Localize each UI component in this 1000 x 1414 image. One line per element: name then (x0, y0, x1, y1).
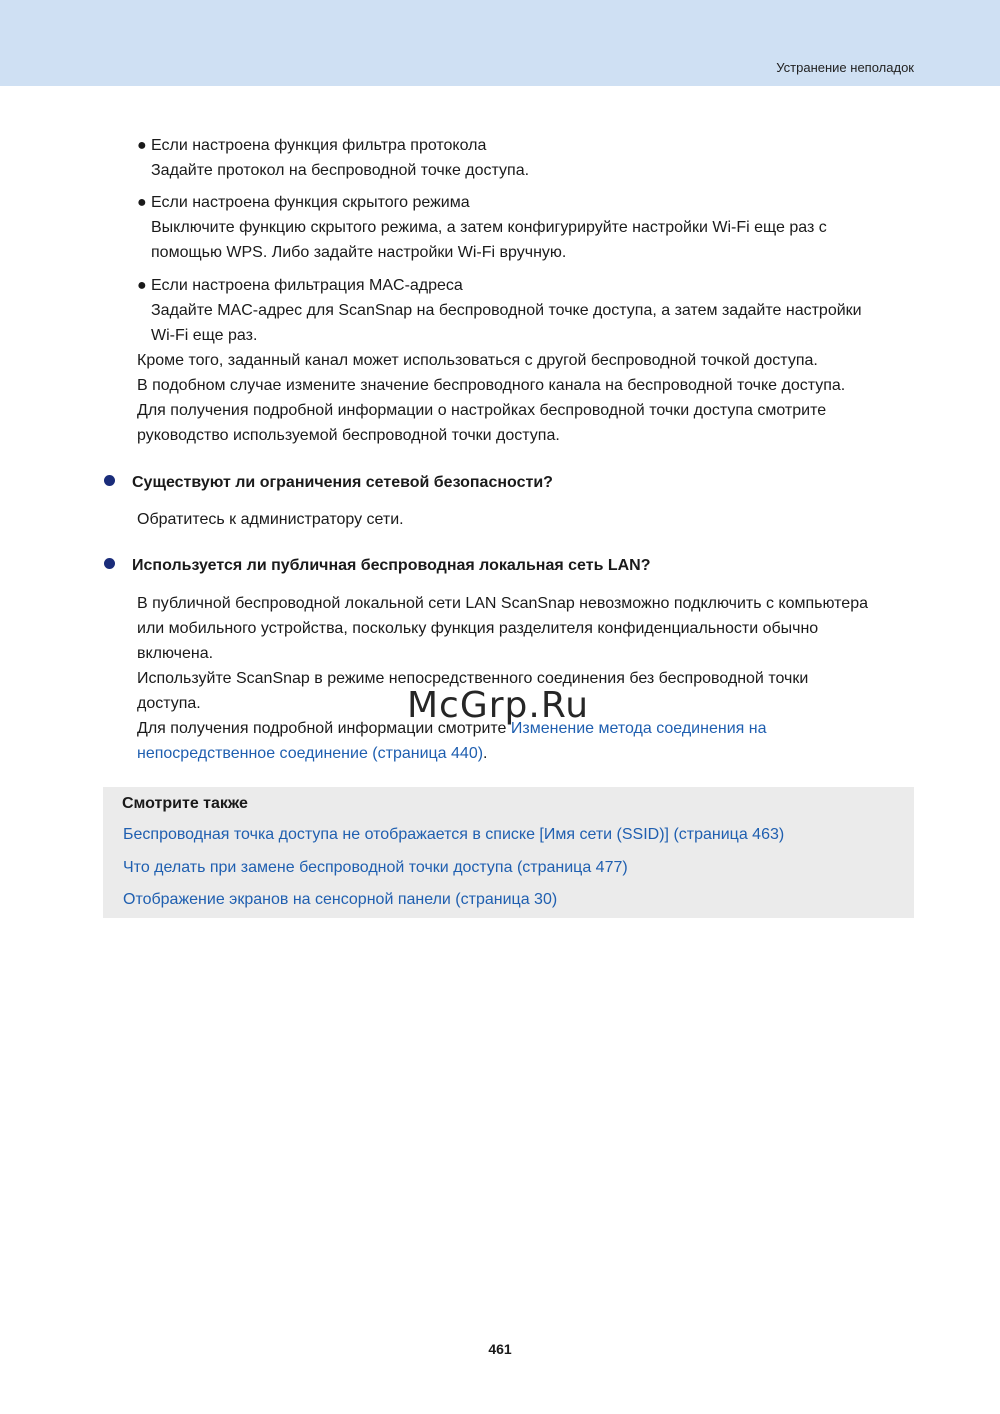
paragraph-text: . (483, 745, 488, 762)
paragraph-line: доступа. (137, 695, 201, 712)
paragraph-line (137, 741, 927, 766)
bullet-dot-icon: ● (137, 277, 147, 294)
see-also-link-ssid[interactable]: Беспроводная точка доступа не отображается в списке [Имя сети (SSID)] (страница 463) (123, 826, 785, 843)
heading-text: Используется ли публичная беспроводная локальная сеть LAN? (132, 557, 651, 574)
direct-connection-link-cont[interactable]: непосредственное соединение (страница 440) (137, 745, 484, 762)
header-title: Устранение неполадок (776, 60, 914, 75)
page-number: 461 (488, 1341, 512, 1357)
paragraph-line: руководство используемой беспроводной точки доступа. (137, 427, 560, 444)
paragraph-line: или мобильного устройства, поскольку функция разделителя конфиденциальности обычно (137, 620, 819, 637)
bullet-detail-line: Задайте MAC-адрес для ScanSnap на беспроводной точке доступа, а затем задайте настройки (151, 302, 862, 319)
section-public-lan-body (137, 591, 927, 766)
bullet-mac-filter (137, 273, 917, 348)
bullet-dot-icon: ● (137, 137, 147, 154)
bullet-label: Если настроена фильтрация MAC-адреса (151, 277, 463, 294)
see-also-title: Смотрите также (122, 795, 248, 812)
see-also-link-replace-ap[interactable]: Что делать при замене беспроводной точки доступа (страница 477) (123, 859, 628, 876)
bullet-stealth-mode (137, 190, 917, 265)
paragraph-line: В публичной беспроводной локальной сети LAN ScanSnap невозможно подключить с компьютера (137, 595, 868, 612)
see-also-box (103, 787, 914, 918)
bullet-protocol-filter (137, 133, 917, 183)
watermark: McGrp.Ru (407, 685, 590, 726)
paragraph-line: Кроме того, заданный канал может использоваться с другой беспроводной точкой доступа. (137, 352, 818, 369)
section-security-body: Обратитесь к администратору сети. (137, 511, 404, 528)
bullet-dot-icon (104, 558, 115, 569)
paragraph-line: включена. (137, 645, 214, 662)
section-security-heading (104, 471, 904, 495)
bullet-detail-line: помощью WPS. Либо задайте настройки Wi-Fi вручную. (151, 244, 567, 261)
see-also-link-touch-panel[interactable]: Отображение экранов на сенсорной панели (страница 30) (123, 891, 558, 908)
paragraph-line: Используйте ScanSnap в режиме непосредственного соединения без беспроводной точки (137, 670, 809, 687)
bullet-detail: Задайте протокол на беспроводной точке доступа. (151, 162, 530, 179)
section-public-lan-heading (104, 554, 904, 578)
paragraph-line: Для получения подробной информации о настройках беспроводной точки доступа смотрите (137, 402, 827, 419)
bullet-label: Если настроена функция фильтра протокола (151, 137, 487, 154)
heading-text: Существуют ли ограничения сетевой безопасности? (132, 474, 553, 491)
channel-paragraph (137, 348, 927, 448)
bullet-detail-line: Wi-Fi еще раз. (151, 327, 258, 344)
paragraph-line: В подобном случае измените значение беспроводного канала на беспроводной точке доступа. (137, 377, 846, 394)
bullet-dot-icon: ● (137, 194, 147, 211)
direct-connection-link[interactable]: Изменение метода соединения на (510, 720, 767, 737)
bullet-dot-icon (104, 475, 115, 486)
bullet-label: Если настроена функция скрытого режима (151, 194, 470, 211)
bullet-detail-line: Выключите функцию скрытого режима, а затем конфигурируйте настройки Wi-Fi еще раз с (151, 219, 827, 236)
paragraph-text: Для получения подробной информации смотрите (137, 720, 511, 737)
